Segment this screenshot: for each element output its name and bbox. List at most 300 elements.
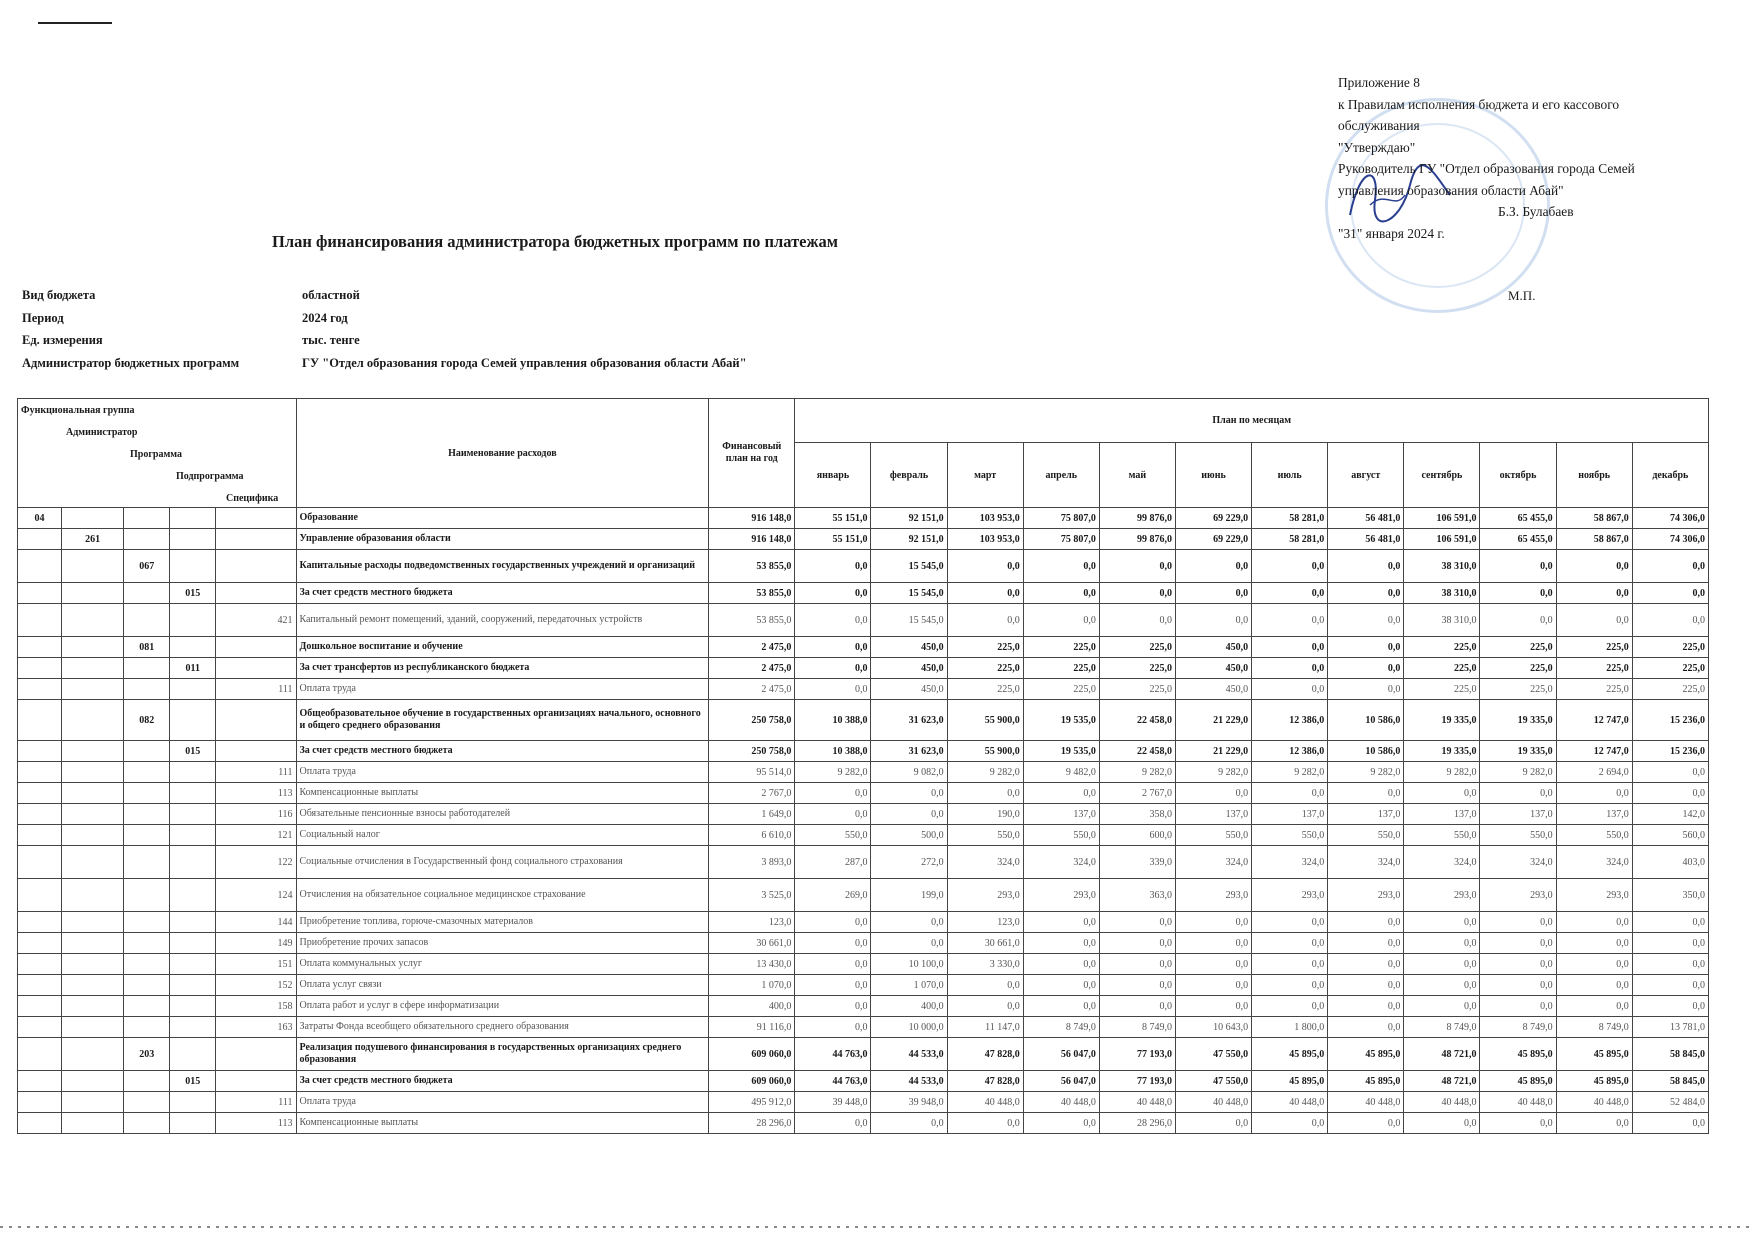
table-row [18, 825, 1709, 846]
month-value: 293,0 [947, 879, 1023, 912]
annual-plan: 495 912,0 [709, 1092, 795, 1113]
month-value: 0,0 [1556, 954, 1632, 975]
annual-plan: 53 855,0 [709, 550, 795, 583]
month-value: 19 535,0 [1023, 741, 1099, 762]
month-value: 31 623,0 [871, 700, 947, 741]
expense-name: Затраты Фонда всеобщего обязательного среднего образования [296, 1017, 709, 1038]
code-program [124, 846, 170, 879]
month-value: 0,0 [1099, 996, 1175, 1017]
expense-name: Компенсационные выплаты [296, 783, 709, 804]
month-value: 0,0 [1252, 933, 1328, 954]
code-program [124, 825, 170, 846]
expense-name: Капитальный ремонт помещений, зданий, сооружений, передаточных устройств [296, 604, 709, 637]
month-value: 0,0 [1328, 604, 1404, 637]
month-value: 0,0 [1023, 783, 1099, 804]
table-row [18, 1038, 1709, 1071]
month-value: 123,0 [947, 912, 1023, 933]
table-row [18, 508, 1709, 529]
month-value: 55 900,0 [947, 700, 1023, 741]
code-specifics: 113 [216, 783, 296, 804]
month-value: 0,0 [795, 804, 871, 825]
month-value: 0,0 [795, 658, 871, 679]
month-value: 0,0 [1175, 975, 1251, 996]
annual-plan: 30 661,0 [709, 933, 795, 954]
month-value: 0,0 [1480, 975, 1556, 996]
code-subprogram [170, 804, 216, 825]
month-value: 363,0 [1099, 879, 1175, 912]
month-value: 0,0 [1404, 783, 1480, 804]
month-value: 0,0 [1328, 933, 1404, 954]
page-edge-noise [0, 1226, 1755, 1228]
code-func-group [18, 741, 62, 762]
month-value: 0,0 [1023, 604, 1099, 637]
month-value: 0,0 [1099, 975, 1175, 996]
month-value: 225,0 [1023, 637, 1099, 658]
annual-plan: 3 893,0 [709, 846, 795, 879]
code-specifics: 421 [216, 604, 296, 637]
month-value: 0,0 [1023, 954, 1099, 975]
month-value: 0,0 [795, 933, 871, 954]
code-program [124, 762, 170, 783]
month-value: 0,0 [1175, 933, 1251, 954]
meta-value: ГУ "Отдел образования города Семей управления образования области Абай" [302, 355, 747, 370]
header-month: декабрь [1632, 443, 1708, 508]
code-specifics [216, 637, 296, 658]
month-value: 8 749,0 [1556, 1017, 1632, 1038]
month-value: 58 867,0 [1556, 508, 1632, 529]
table-body [18, 508, 1709, 1134]
month-value: 0,0 [1328, 1017, 1404, 1038]
code-func-group [18, 954, 62, 975]
month-value: 0,0 [1252, 912, 1328, 933]
code-specifics [216, 700, 296, 741]
appendix-line: Приложение 8 [1338, 75, 1420, 90]
meta-value: областной [302, 288, 360, 302]
code-specifics: 163 [216, 1017, 296, 1038]
meta-value: 2024 год [302, 310, 348, 325]
code-func-group [18, 975, 62, 996]
code-subprogram [170, 954, 216, 975]
month-value: 225,0 [1404, 637, 1480, 658]
month-value: 0,0 [1252, 996, 1328, 1017]
code-func-group [18, 583, 62, 604]
month-value: 15 545,0 [871, 604, 947, 637]
month-value: 550,0 [1404, 825, 1480, 846]
month-value: 0,0 [1252, 783, 1328, 804]
code-admin [62, 658, 124, 679]
table-row [18, 846, 1709, 879]
month-value: 0,0 [795, 996, 871, 1017]
code-specifics [216, 658, 296, 679]
month-value: 44 763,0 [795, 1071, 871, 1092]
month-value: 0,0 [1175, 954, 1251, 975]
month-value: 0,0 [795, 783, 871, 804]
code-specifics: 124 [216, 879, 296, 912]
month-value: 19 335,0 [1404, 741, 1480, 762]
code-subprogram [170, 637, 216, 658]
code-func-group [18, 1113, 62, 1134]
classification-header [18, 399, 297, 508]
table-row [18, 583, 1709, 604]
header-month: сентябрь [1404, 443, 1480, 508]
code-func-group: 04 [18, 508, 62, 529]
annual-plan: 250 758,0 [709, 741, 795, 762]
expense-name: Оплата труда [296, 1092, 709, 1113]
code-admin [62, 637, 124, 658]
code-specifics [216, 741, 296, 762]
code-admin [62, 583, 124, 604]
code-func-group [18, 912, 62, 933]
month-value: 56 481,0 [1328, 508, 1404, 529]
month-value: 0,0 [795, 583, 871, 604]
code-admin [62, 933, 124, 954]
month-value: 225,0 [1556, 637, 1632, 658]
code-subprogram [170, 1017, 216, 1038]
code-subprogram [170, 700, 216, 741]
code-admin [62, 954, 124, 975]
month-value: 99 876,0 [1099, 508, 1175, 529]
month-value: 48 721,0 [1404, 1038, 1480, 1071]
month-value: 0,0 [1175, 583, 1251, 604]
month-value: 0,0 [947, 604, 1023, 637]
header-specifics: Специфика [226, 493, 279, 504]
month-value: 9 282,0 [1252, 762, 1328, 783]
month-value: 0,0 [1556, 1113, 1632, 1134]
code-func-group [18, 1092, 62, 1113]
month-value: 225,0 [1023, 679, 1099, 700]
table-row [18, 954, 1709, 975]
month-value: 225,0 [1404, 658, 1480, 679]
month-value: 0,0 [1099, 550, 1175, 583]
month-value: 225,0 [1480, 637, 1556, 658]
month-value: 0,0 [1632, 933, 1708, 954]
expense-name: Общеобразовательное обучение в государственных организациях начального, основного и общего среднего образования [296, 700, 709, 741]
month-value: 0,0 [1175, 604, 1251, 637]
table-row [18, 700, 1709, 741]
month-value: 58 845,0 [1632, 1038, 1708, 1071]
header-month: август [1328, 443, 1404, 508]
code-specifics: 111 [216, 1092, 296, 1113]
month-value: 0,0 [1556, 996, 1632, 1017]
expense-name: Образование [296, 508, 709, 529]
month-value: 0,0 [1404, 1113, 1480, 1134]
expense-name: Оплата работ и услуг в сфере информатизации [296, 996, 709, 1017]
month-value: 293,0 [1175, 879, 1251, 912]
month-value: 0,0 [1328, 783, 1404, 804]
code-admin [62, 762, 124, 783]
month-value: 45 895,0 [1556, 1071, 1632, 1092]
table-row [18, 550, 1709, 583]
month-value: 225,0 [1632, 679, 1708, 700]
month-value: 225,0 [1099, 637, 1175, 658]
code-admin: 261 [62, 529, 124, 550]
month-value: 137,0 [1023, 804, 1099, 825]
code-specifics: 111 [216, 762, 296, 783]
code-admin [62, 996, 124, 1017]
month-value: 293,0 [1480, 879, 1556, 912]
meta-value: тыс. тенге [302, 333, 360, 347]
month-value: 40 448,0 [1556, 1092, 1632, 1113]
month-value: 15 236,0 [1632, 741, 1708, 762]
code-admin [62, 912, 124, 933]
code-specifics: 111 [216, 679, 296, 700]
month-value: 40 448,0 [1404, 1092, 1480, 1113]
code-program: 203 [124, 1038, 170, 1071]
code-func-group [18, 846, 62, 879]
month-value: 324,0 [1328, 846, 1404, 879]
month-value: 9 282,0 [1404, 762, 1480, 783]
code-specifics: 113 [216, 1113, 296, 1134]
month-value: 0,0 [1632, 583, 1708, 604]
header-plan: Финансовый план на год [709, 399, 795, 508]
code-subprogram [170, 604, 216, 637]
month-value: 8 749,0 [1480, 1017, 1556, 1038]
code-subprogram [170, 508, 216, 529]
annual-plan: 400,0 [709, 996, 795, 1017]
month-value: 19 335,0 [1480, 741, 1556, 762]
code-func-group [18, 933, 62, 954]
annual-plan: 2 475,0 [709, 637, 795, 658]
month-value: 0,0 [871, 783, 947, 804]
month-value: 92 151,0 [871, 508, 947, 529]
month-value: 38 310,0 [1404, 550, 1480, 583]
month-value: 225,0 [1404, 679, 1480, 700]
month-value: 0,0 [1404, 975, 1480, 996]
month-value: 0,0 [1252, 975, 1328, 996]
appendix-line: обслуживания [1338, 118, 1420, 133]
expense-name: Социальный налог [296, 825, 709, 846]
month-value: 1 070,0 [871, 975, 947, 996]
month-value: 19 335,0 [1480, 700, 1556, 741]
month-value: 45 895,0 [1252, 1071, 1328, 1092]
code-admin [62, 975, 124, 996]
code-specifics: 121 [216, 825, 296, 846]
expense-name: Отчисления на обязательное социальное медицинское страхование [296, 879, 709, 912]
month-value: 0,0 [947, 996, 1023, 1017]
month-value: 550,0 [1328, 825, 1404, 846]
month-value: 225,0 [947, 658, 1023, 679]
month-value: 225,0 [1632, 658, 1708, 679]
month-value: 28 296,0 [1099, 1113, 1175, 1134]
month-value: 47 828,0 [947, 1071, 1023, 1092]
code-program [124, 1113, 170, 1134]
code-admin [62, 804, 124, 825]
month-value: 74 306,0 [1632, 529, 1708, 550]
header-month: май [1099, 443, 1175, 508]
month-value: 40 448,0 [1480, 1092, 1556, 1113]
month-value: 550,0 [795, 825, 871, 846]
table-row [18, 933, 1709, 954]
month-value: 0,0 [1099, 583, 1175, 604]
month-value: 287,0 [795, 846, 871, 879]
header-subprogram: Подпрограмма [176, 471, 244, 482]
code-admin [62, 1113, 124, 1134]
code-admin [62, 783, 124, 804]
code-func-group [18, 879, 62, 912]
annual-plan: 916 148,0 [709, 529, 795, 550]
month-value: 225,0 [947, 679, 1023, 700]
month-value: 55 900,0 [947, 741, 1023, 762]
code-program [124, 954, 170, 975]
month-value: 0,0 [1632, 975, 1708, 996]
code-admin [62, 508, 124, 529]
expense-name: Социальные отчисления в Государственный фонд социального страхования [296, 846, 709, 879]
month-value: 0,0 [871, 804, 947, 825]
code-subprogram [170, 996, 216, 1017]
code-specifics [216, 1071, 296, 1092]
month-value: 0,0 [1480, 996, 1556, 1017]
month-value: 324,0 [1556, 846, 1632, 879]
month-value: 0,0 [1023, 996, 1099, 1017]
month-value: 0,0 [1175, 912, 1251, 933]
month-value: 500,0 [871, 825, 947, 846]
month-value: 22 458,0 [1099, 700, 1175, 741]
month-value: 31 623,0 [871, 741, 947, 762]
annual-plan: 123,0 [709, 912, 795, 933]
month-value: 0,0 [1252, 658, 1328, 679]
month-value: 272,0 [871, 846, 947, 879]
month-value: 56 481,0 [1328, 529, 1404, 550]
month-value: 58 845,0 [1632, 1071, 1708, 1092]
month-value: 45 895,0 [1328, 1071, 1404, 1092]
month-value: 9 282,0 [795, 762, 871, 783]
month-value: 450,0 [871, 637, 947, 658]
month-value: 12 747,0 [1556, 741, 1632, 762]
month-value: 0,0 [1556, 783, 1632, 804]
month-value: 0,0 [1252, 583, 1328, 604]
month-value: 400,0 [871, 996, 947, 1017]
month-value: 550,0 [1175, 825, 1251, 846]
signatory-name: Б.З. Булабаев [1498, 204, 1574, 219]
header-months-title: План по месяцам [795, 399, 1709, 443]
month-value: 324,0 [1252, 846, 1328, 879]
code-program: 082 [124, 700, 170, 741]
month-value: 550,0 [1480, 825, 1556, 846]
month-value: 450,0 [1175, 637, 1251, 658]
month-value: 45 895,0 [1480, 1038, 1556, 1071]
month-value: 293,0 [1404, 879, 1480, 912]
month-value: 0,0 [1480, 583, 1556, 604]
table-row [18, 1113, 1709, 1134]
header-month: июнь [1175, 443, 1251, 508]
month-value: 225,0 [1632, 637, 1708, 658]
approval-date: "31" января 2024 г. [1338, 225, 1445, 241]
month-value: 0,0 [1480, 954, 1556, 975]
code-admin [62, 550, 124, 583]
meta-row [22, 333, 747, 356]
code-program [124, 658, 170, 679]
header-admin: Администратор [66, 427, 138, 438]
month-value: 0,0 [1632, 1113, 1708, 1134]
month-value: 225,0 [1099, 679, 1175, 700]
header-month: октябрь [1480, 443, 1556, 508]
code-subprogram [170, 679, 216, 700]
page-title: План финансирования администратора бюджетных программ по платежам [272, 232, 838, 251]
month-value: 403,0 [1632, 846, 1708, 879]
table-row [18, 741, 1709, 762]
month-value: 10 000,0 [871, 1017, 947, 1038]
month-value: 324,0 [947, 846, 1023, 879]
annual-plan: 53 855,0 [709, 583, 795, 604]
top-rule [38, 22, 112, 24]
month-value: 137,0 [1252, 804, 1328, 825]
code-subprogram: 015 [170, 741, 216, 762]
expense-name: Приобретение топлива, горюче-смазочных материалов [296, 912, 709, 933]
month-value: 199,0 [871, 879, 947, 912]
month-value: 0,0 [1404, 996, 1480, 1017]
month-value: 0,0 [1632, 762, 1708, 783]
code-func-group [18, 679, 62, 700]
code-program [124, 1092, 170, 1113]
code-specifics [216, 550, 296, 583]
table-row [18, 996, 1709, 1017]
month-value: 225,0 [1023, 658, 1099, 679]
meta-row [22, 288, 747, 311]
month-value: 0,0 [1328, 637, 1404, 658]
appendix-line: Руководитель ГУ "Отдел образования города Семей [1338, 161, 1635, 176]
code-admin [62, 1017, 124, 1038]
month-value: 0,0 [1480, 1113, 1556, 1134]
month-value: 225,0 [1556, 679, 1632, 700]
header-month: январь [795, 443, 871, 508]
month-value: 0,0 [1480, 604, 1556, 637]
month-value: 58 867,0 [1556, 529, 1632, 550]
month-value: 0,0 [947, 975, 1023, 996]
month-value: 0,0 [1404, 933, 1480, 954]
month-value: 1 800,0 [1252, 1017, 1328, 1038]
code-func-group [18, 604, 62, 637]
code-subprogram [170, 975, 216, 996]
month-value: 0,0 [1099, 604, 1175, 637]
month-value: 0,0 [947, 583, 1023, 604]
month-value: 0,0 [871, 912, 947, 933]
month-value: 324,0 [1480, 846, 1556, 879]
code-specifics [216, 1038, 296, 1071]
month-value: 0,0 [795, 604, 871, 637]
month-value: 450,0 [1175, 679, 1251, 700]
month-value: 0,0 [1556, 912, 1632, 933]
code-subprogram [170, 846, 216, 879]
month-value: 40 448,0 [1328, 1092, 1404, 1113]
month-value: 9 282,0 [947, 762, 1023, 783]
code-specifics [216, 583, 296, 604]
month-value: 39 448,0 [795, 1092, 871, 1113]
code-func-group [18, 1038, 62, 1071]
code-specifics: 151 [216, 954, 296, 975]
code-subprogram: 011 [170, 658, 216, 679]
month-value: 137,0 [1175, 804, 1251, 825]
month-value: 44 763,0 [795, 1038, 871, 1071]
month-value: 8 749,0 [1404, 1017, 1480, 1038]
month-value: 47 550,0 [1175, 1038, 1251, 1071]
code-func-group [18, 804, 62, 825]
month-value: 0,0 [1328, 583, 1404, 604]
month-value: 0,0 [947, 783, 1023, 804]
month-value: 40 448,0 [1252, 1092, 1328, 1113]
month-value: 30 661,0 [947, 933, 1023, 954]
month-value: 0,0 [1252, 550, 1328, 583]
table-row [18, 804, 1709, 825]
month-value: 15 545,0 [871, 583, 947, 604]
month-value: 99 876,0 [1099, 529, 1175, 550]
meta-row [22, 311, 747, 334]
code-program [124, 583, 170, 604]
table-row [18, 762, 1709, 783]
code-program [124, 1017, 170, 1038]
table-row [18, 604, 1709, 637]
code-program: 067 [124, 550, 170, 583]
month-value: 0,0 [1023, 975, 1099, 996]
